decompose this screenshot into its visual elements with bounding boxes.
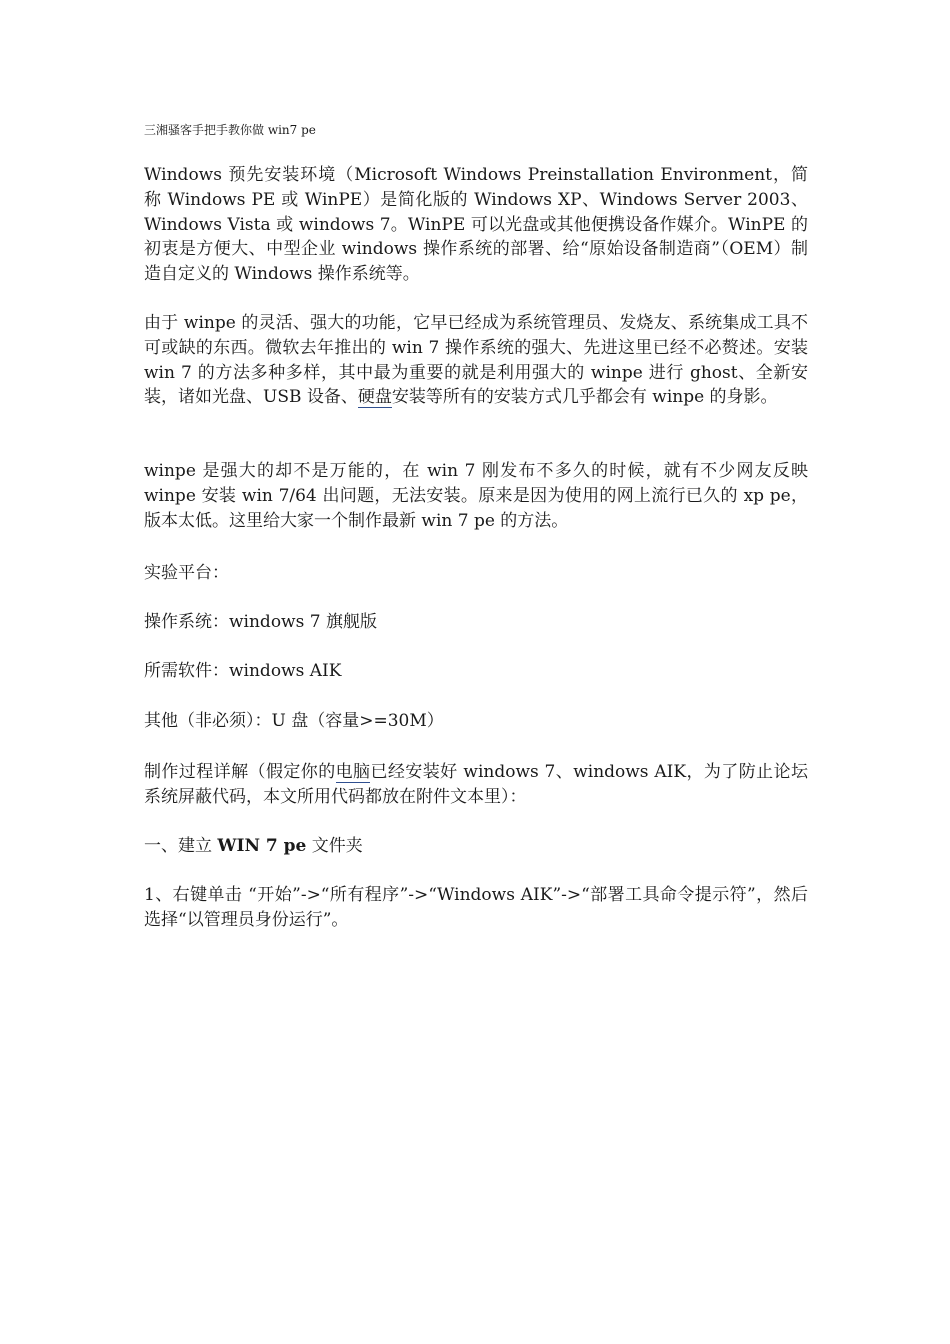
paragraph-other: 其他（非必须）：U 盘（容量>=30M） bbox=[144, 711, 444, 731]
hard-disk-link[interactable]: 硬盘 bbox=[357, 387, 392, 408]
paragraph-platform-heading: 实验平台： bbox=[144, 563, 229, 583]
paragraph-winpe-limitations: winpe 是强大的却不是万能的，在 win 7 刚发布不多久的时候，就有不少网友反映 winpe 安装 win 7/64 出问题，无法安装。原来是因为使用的网上流行已久的 xp pe，版本太低。这里给大家一个制作最新 win 7 pe 的方法。 bbox=[144, 461, 808, 531]
paragraph-winpe-features bbox=[144, 311, 808, 410]
paragraph-text: 安装等所有的安装方式几乎都会有 winpe 的身影。 bbox=[391, 387, 778, 408]
paragraph-text: 由于 winpe 的灵活、强大的功能，它早已经成为系统管理员、发烧友、系统集成工具不可或缺的东西。微软去年推出的 win 7 操作系统的强大、先进这里已经不必赘述。安装 win 7 的方法多种多样，其中最为重要的就是利用强大的 winpe 进行 ghost、全新安装，诸如光盘、USB 设备、 bbox=[144, 313, 808, 408]
paragraph-process bbox=[144, 760, 808, 810]
document-title: 三湘骚客手把手教你做 win7 pe bbox=[144, 123, 316, 137]
computer-link[interactable]: 电脑 bbox=[335, 762, 371, 782]
paragraph-step-1: 1、右键单击 “开始”->“所有程序”->“Windows AIK”->“部署工具命令提示符”，然后选择“以管理员身份运行”。 bbox=[144, 885, 808, 930]
paragraph-software: 所需软件：windows AIK bbox=[144, 661, 342, 681]
paragraph-text: 已经安装好 windows 7、windows AIK，为了防止论坛系统屏蔽代码，本文所用代码都放在附件文本里）： bbox=[144, 762, 808, 807]
heading-suffix: 文件夹 bbox=[306, 836, 363, 856]
paragraph-text: 制作过程详解（假定你的 bbox=[144, 762, 336, 782]
heading-bold: WIN 7 pe bbox=[217, 836, 307, 856]
paragraph-intro: Windows 预先安装环境（Microsoft Windows Preinstallation Environment，简称 Windows PE 或 WinPE）是简化版的 Windows XP、Windows Server 2003、Windows Vista 或 windows 7。WinPE 可以光盘或其他便携设备作媒介。WinPE 的初衷是方便大、中型企业 windows 操作系统的部署、给“原始设备制造商”（OEM）制造自定义的 Windows 操作系统等。 bbox=[144, 165, 808, 285]
paragraph-os: 操作系统：windows 7 旗舰版 bbox=[144, 612, 377, 632]
heading-prefix: 一、建立 bbox=[144, 836, 218, 856]
section-heading-1 bbox=[144, 834, 808, 859]
